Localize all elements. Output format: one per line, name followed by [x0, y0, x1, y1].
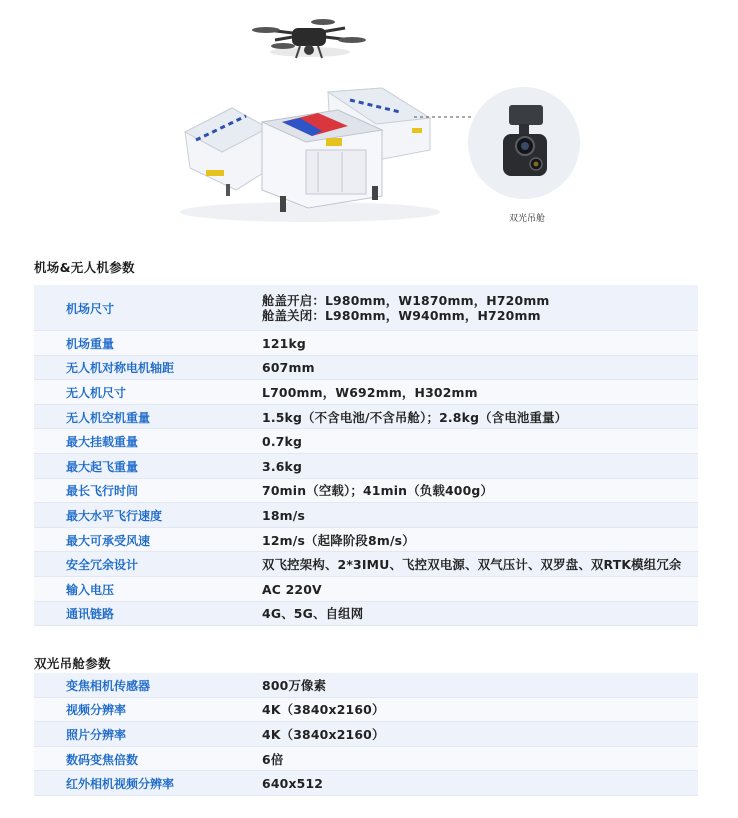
spec-label: 无人机对称电机轴距 [66, 361, 175, 376]
spec-value-line: 12m/s（起降阶段8m/s） [262, 532, 415, 548]
spec-value-line: 70min（空载）；41min（负载400g） [262, 483, 494, 499]
spec-label: 最大可承受风速 [66, 533, 151, 548]
spec-label: 通讯链路 [66, 607, 115, 622]
spec-value [230, 727, 698, 742]
spec-row [34, 722, 698, 747]
spec-row [34, 331, 698, 356]
spec-row [34, 454, 698, 479]
spec-value [230, 752, 698, 767]
gimbal-camera-image [468, 87, 580, 199]
spec-label: 机场重量 [66, 336, 115, 351]
spec-label: 最大起飞重量 [66, 459, 139, 474]
drone-image [252, 19, 366, 58]
gimbal-caption: 双光吊舱 [509, 214, 546, 224]
spec-label: 变焦相机传感器 [66, 678, 151, 693]
spec-label: 红外相机视频分辨率 [66, 777, 175, 792]
spec-table-dock-drone [34, 285, 698, 626]
dock-station-image [180, 88, 440, 222]
spec-value [230, 410, 698, 425]
spec-value-line: 800万像素 [262, 677, 327, 693]
spec-row [34, 673, 698, 698]
spec-value [230, 678, 698, 693]
spec-row [34, 602, 698, 627]
spec-label: 数码变焦倍数 [66, 752, 139, 767]
spec-value-line: 6倍 [262, 751, 284, 767]
spec-value-line: 121kg [262, 335, 306, 351]
spec-value [230, 385, 698, 400]
spec-value [230, 533, 698, 548]
spec-value [230, 293, 698, 323]
spec-row [34, 285, 698, 331]
spec-value-line: 双飞控架构、2*3IMU、飞控双电源、双气压计、双罗盘、双RTK模组冗余 [262, 557, 682, 573]
spec-row [34, 552, 698, 577]
spec-row [34, 429, 698, 454]
spec-table-gimbal [34, 673, 698, 796]
hero-illustration [0, 0, 738, 236]
spec-value [230, 434, 698, 449]
spec-value [230, 508, 698, 523]
spec-label: 最大挂载重量 [66, 435, 139, 450]
spec-value-line: 640x512 [262, 776, 324, 792]
spec-value [230, 582, 698, 597]
spec-value [230, 776, 698, 791]
spec-value [230, 557, 698, 572]
spec-value-line: 4K（3840x2160） [262, 702, 385, 718]
spec-row [34, 698, 698, 723]
spec-value-line: 1.5kg（不含电池/不含吊舱）；2.8kg（含电池重量） [262, 409, 568, 425]
spec-value [230, 702, 698, 717]
spec-label: 无人机尺寸 [66, 385, 127, 400]
section-title-dock-drone: 机场&无人机参数 [34, 260, 135, 275]
spec-label: 安全冗余设计 [66, 558, 139, 573]
spec-label: 机场尺寸 [66, 301, 115, 316]
spec-value-line: 607mm [262, 360, 315, 376]
spec-value [230, 336, 698, 351]
spec-value-line: 3.6kg [262, 458, 303, 474]
spec-value [230, 483, 698, 498]
spec-value-line: 18m/s [262, 507, 306, 523]
section-title-gimbal: 双光吊舱参数 [34, 656, 111, 671]
spec-value-line: 4G、5G、自组网 [262, 606, 364, 622]
spec-value [230, 459, 698, 474]
spec-row [34, 405, 698, 430]
spec-label: 视频分辨率 [66, 703, 127, 718]
spec-value-line: 舱盖关闭：L980mm，W940mm，H720mm [262, 308, 541, 323]
spec-row [34, 771, 698, 796]
spec-label: 最大水平飞行速度 [66, 508, 163, 523]
spec-row [34, 380, 698, 405]
spec-label: 照片分辨率 [66, 727, 127, 742]
spec-value [230, 360, 698, 375]
spec-label: 输入电压 [66, 582, 115, 597]
spec-label: 最长飞行时间 [66, 484, 139, 499]
spec-row [34, 577, 698, 602]
spec-value [230, 606, 698, 621]
spec-value-line: L700mm，W692mm，H302mm [262, 384, 478, 400]
spec-label: 无人机空机重量 [66, 410, 151, 425]
spec-value-line: 4K（3840x2160） [262, 726, 385, 742]
spec-row [34, 356, 698, 381]
spec-row [34, 747, 698, 772]
spec-value-line: 0.7kg [262, 434, 303, 450]
spec-value-line: AC 220V [262, 581, 322, 597]
spec-value-line: 舱盖开启：L980mm，W1870mm，H720mm [262, 293, 550, 308]
spec-row [34, 503, 698, 528]
spec-row [34, 479, 698, 504]
spec-row [34, 528, 698, 553]
